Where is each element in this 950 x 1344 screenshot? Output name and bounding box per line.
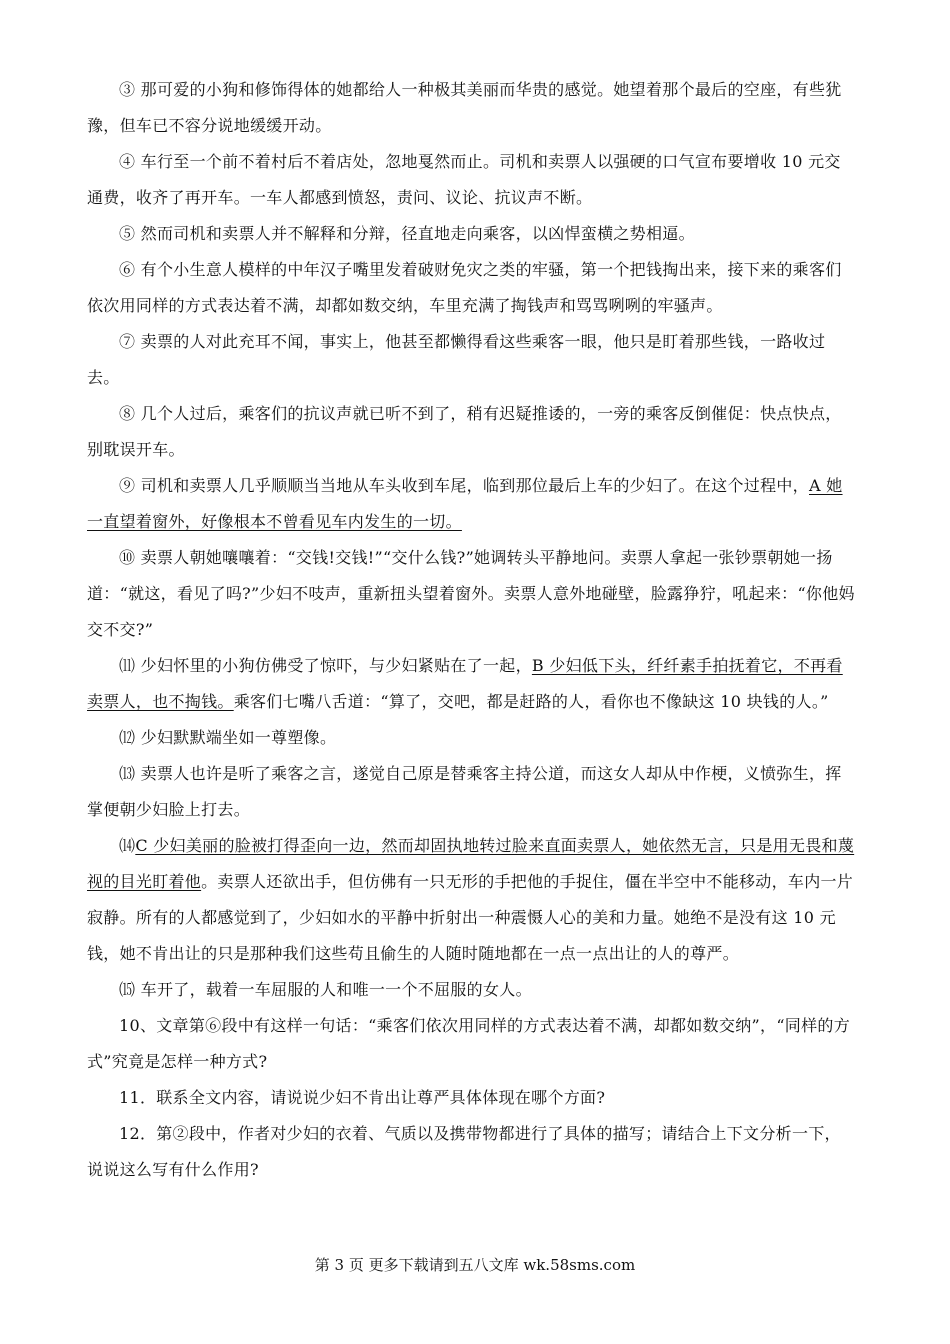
paragraph-text: ⑤ 然而司机和卖票人并不解释和分辩，径直地走向乘客，以凶悍蛮横之势相逼。	[119, 224, 695, 243]
paragraph-text: ⑦ 卖票的人对此充耳不闻，事实上，他甚至都懒得看这些乘客一眼，他只是盯着那些钱，一路收过去。	[87, 332, 826, 387]
question-text: 12．第②段中，作者对少妇的衣着、气质以及携带物都进行了具体的描写；请结合上下文分析一下，说说这么写有什么作用?	[87, 1124, 841, 1179]
paragraph-text: ⑨ 司机和卖票人几乎顺顺当当地从车头收到车尾，临到那位最后上车的少妇了。在这个过程中，	[119, 476, 809, 495]
document-body	[87, 72, 857, 1188]
underlined-sentence-a: A 她一直望着窗外，好像根本不曾看见车内发生的一切。	[87, 476, 843, 531]
paragraph-14	[87, 828, 857, 972]
paragraph-6	[87, 252, 857, 324]
paragraph-text: ⒂ 车开了，载着一车屈服的人和唯一一个不屈服的女人。	[119, 980, 532, 999]
paragraph-4	[87, 144, 857, 216]
paragraph-text: ⑾ 少妇怀里的小狗仿佛受了惊吓，与少妇紧贴在了一起，	[119, 656, 532, 675]
paragraph-text: ⑩ 卖票人朝她嚷嚷着：“交钱!交钱!”“交什么钱?”她调转头平静地问。卖票人拿起一张钞票朝她一扬道：“就这，看见了吗?”少妇不吱声，重新扭头望着窗外。卖票人意外地碰壁，脸露狰狞，吼起来：“你他妈交不交?”	[87, 548, 855, 639]
paragraph-text: 乘客们七嘴八舌道：“算了，交吧，都是赶路的人，看你也不像缺这 10 块钱的人。”	[233, 692, 829, 711]
paragraph-15	[87, 972, 857, 1008]
paragraph-text: ⒁	[119, 836, 136, 855]
paragraph-text: ⑧ 几个人过后，乘客们的抗议声就已听不到了，稍有迟疑推诿的，一旁的乘客反倒催促：快点快点，别耽误开车。	[87, 404, 842, 459]
question-12	[87, 1116, 857, 1188]
paragraph-text: ④ 车行至一个前不着村后不着店处，忽地戛然而止。司机和卖票人以强硬的口气宣布要增收 10 元交通费，收齐了再开车。一车人都感到愤怒，责问、议论、抗议声不断。	[87, 152, 841, 207]
paragraph-13	[87, 756, 857, 828]
paragraph-9	[87, 468, 857, 540]
paragraph-text: ③ 那可爱的小狗和修饰得体的她都给人一种极其美丽而华贵的感觉。她望着那个最后的空座，有些犹豫，但车已不容分说地缓缓开动。	[87, 80, 842, 135]
paragraph-11	[87, 648, 857, 720]
page-footer: 第 3 页 更多下载请到五八文库 wk.58sms.com	[314, 1256, 636, 1274]
underlined-sentence-c: C 少妇美丽的脸被打得歪向一边，然而却固执地转过脸来直面卖票人，她依然无言，只是用无畏和蔑视的目光盯着他	[87, 836, 855, 891]
paragraph-text: ⑥ 有个小生意人模样的中年汉子嘴里发着破财免灾之类的牢骚，第一个把钱掏出来，接下来的乘客们依次用同样的方式表达着不满，却都如数交纳，车里充满了掏钱声和骂骂咧咧的牢骚声。	[87, 260, 842, 315]
paragraph-8	[87, 396, 857, 468]
paragraph-12	[87, 720, 857, 756]
question-11	[87, 1080, 857, 1116]
paragraph-7	[87, 324, 857, 396]
question-text: 10、文章第⑥段中有这样一句话：“乘客们依次用同样的方式表达着不满，却都如数交纳”，“同样的方式”究竟是怎样一种方式?	[87, 1016, 850, 1071]
paragraph-text: ⑿ 少妇默默端坐如一尊塑像。	[119, 728, 337, 747]
paragraph-5	[87, 216, 857, 252]
paragraph-10	[87, 540, 857, 648]
paragraph-text: 。卖票人还欲出手，但仿佛有一只无形的手把他的手捉住，僵在半空中不能移动，车内一片寂静。所有的人都感觉到了，少妇如水的平静中折射出一种震慑人心的美和力量。她绝不是没有这 10 元钱，她不肯出让的只是那种我们这些苟且偷生的人随时随地都在一点一点出让的人的尊严。	[87, 872, 854, 963]
question-10	[87, 1008, 857, 1080]
paragraph-text: ⒀ 卖票人也许是听了乘客之言，遂觉自己原是替乘客主持公道，而这女人却从中作梗，义愤弥生，挥掌便朝少妇脸上打去。	[87, 764, 842, 819]
underlined-sentence-b: B 少妇低下头，纤纤素手拍抚着它，不再看卖票人，也不掏钱。	[87, 656, 843, 711]
question-text: 11．联系全文内容，请说说少妇不肯出让尊严具体体现在哪个方面?	[119, 1088, 606, 1107]
paragraph-3	[87, 72, 857, 144]
